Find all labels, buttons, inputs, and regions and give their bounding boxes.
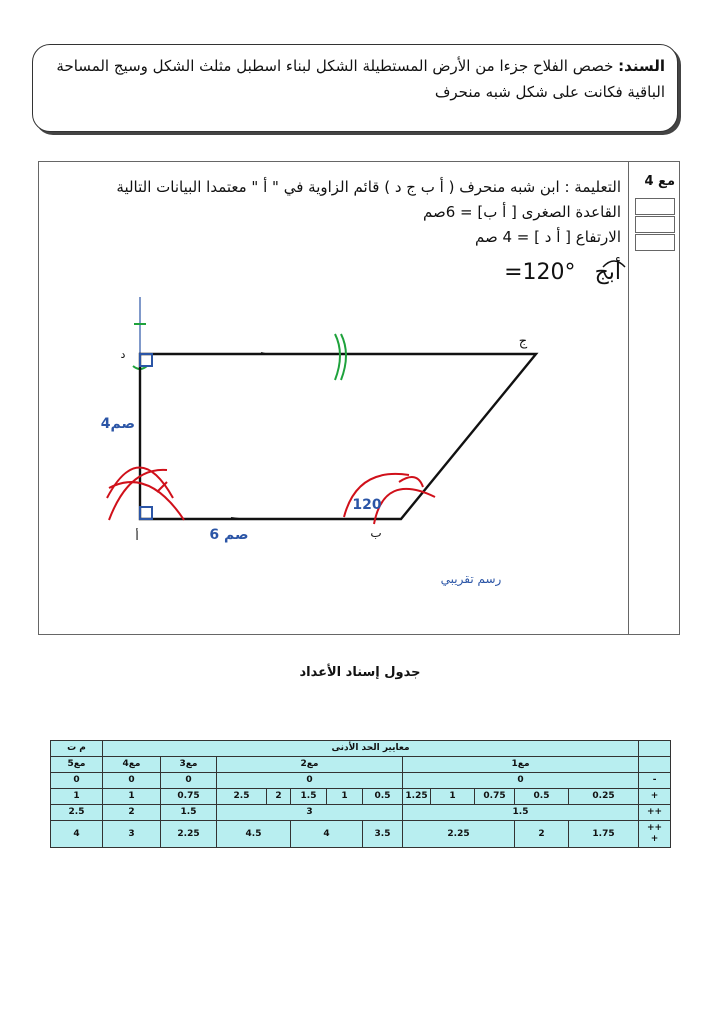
criteria-2: مع2 — [217, 757, 403, 773]
table-row — [51, 773, 671, 789]
instruction-text: التعليمة : ابن شبه منحرف ( أ ب ج د ) قائم الزاوية في " أ " معتمدا البيانات التالية — [116, 178, 621, 196]
table-cell — [639, 741, 671, 757]
level-symbol: ++ — [639, 805, 671, 821]
vertex-b-label: ب — [370, 526, 382, 540]
table-cell — [639, 757, 671, 773]
criteria-label: مع 4 — [644, 174, 675, 189]
table-cell: 2.25 — [403, 821, 515, 848]
sanad-text — [45, 53, 665, 105]
level-symbol: ++ + — [639, 821, 671, 848]
right-angle-marker-d — [140, 354, 152, 366]
ad-length-label: 4صم — [100, 416, 135, 432]
criteria-3: مع3 — [161, 757, 217, 773]
vertex-c-label: ج — [518, 334, 528, 349]
table-cell: 0 — [161, 773, 217, 789]
table-cell: 0.25 — [569, 789, 639, 805]
table-cell: 0.75 — [475, 789, 515, 805]
task-box — [38, 161, 680, 635]
height-data: الارتفاع [ أ د ] = 4 صم — [474, 228, 621, 246]
compass-mark — [341, 334, 346, 380]
table-cell: 4 — [51, 821, 103, 848]
criteria-column — [628, 162, 679, 634]
score-box — [635, 216, 675, 233]
table-cell: 4.5 — [217, 821, 291, 848]
table-cell: 1.25 — [403, 789, 431, 805]
compass-mark — [335, 334, 340, 380]
right-angle-marker-a — [140, 507, 152, 519]
criteria-header: معايير الحد الأدنى — [103, 741, 639, 757]
criteria-5: مع5 — [51, 757, 103, 773]
table-cell: 0.75 — [161, 789, 217, 805]
trapezoid-shape — [140, 354, 536, 519]
sanad-box — [32, 44, 678, 132]
sanad-label: السند: — [618, 57, 665, 75]
table-header-row — [51, 741, 671, 757]
ab-length-label: 6 صم — [209, 527, 249, 543]
level-symbol: - — [639, 773, 671, 789]
table-cell: 0 — [217, 773, 403, 789]
figure-caption: رسم تقريبي — [440, 572, 502, 586]
table-cell: 2 — [103, 805, 161, 821]
angle-hat-icon — [601, 258, 627, 268]
table-cell: 2 — [515, 821, 569, 848]
score-box — [635, 198, 675, 215]
table-cell: 1.5 — [403, 805, 639, 821]
table-cell: 2 — [267, 789, 291, 805]
table-cell: 2.5 — [217, 789, 267, 805]
table-cell: 1 — [51, 789, 103, 805]
angle-value: =120° — [504, 260, 576, 285]
table-row — [51, 821, 671, 848]
table-row — [51, 805, 671, 821]
table-cell: 1 — [431, 789, 475, 805]
criteria-row — [51, 757, 671, 773]
table-cell: 0.5 — [363, 789, 403, 805]
table-cell: 4 — [291, 821, 363, 848]
table-cell: 3 — [217, 805, 403, 821]
score-box — [635, 234, 675, 251]
vertex-a-label: أ — [135, 529, 139, 543]
table-cell: 2.25 — [161, 821, 217, 848]
angle-name-wrap — [595, 260, 621, 285]
table-cell: 2.5 — [51, 805, 103, 821]
tick-mark — [261, 353, 265, 354]
table-cell: 1.5 — [161, 805, 217, 821]
construction-arc — [109, 482, 184, 520]
sanad-body: خصص الفلاح جزءا من الأرض المستطيلة الشكل لبناء اسطبل مثلث الشكل وسيج المساحة الباقية فكانت على شكل شبه منحرف — [56, 57, 665, 101]
table-cell: 3 — [103, 821, 161, 848]
mt-header: م ت — [51, 741, 103, 757]
angle-name: أبج — [594, 260, 621, 285]
table-cell: 0 — [403, 773, 639, 789]
criteria-4: مع4 — [103, 757, 161, 773]
table-row — [51, 789, 671, 805]
grading-table — [50, 740, 671, 848]
table-cell: 0 — [51, 773, 103, 789]
table-cell: 0.5 — [515, 789, 569, 805]
criteria-1: مع1 — [403, 757, 639, 773]
base-data: القاعدة الصغرى [ أ ب] = 6صم — [422, 203, 621, 221]
angle-data — [504, 260, 621, 285]
table-cell: 1 — [103, 789, 161, 805]
construction-arc — [399, 477, 423, 487]
tick-mark — [231, 518, 239, 519]
trapezoid-figure — [39, 292, 619, 632]
table-cell: 0 — [103, 773, 161, 789]
table-cell: 1.5 — [291, 789, 327, 805]
vertex-d-label: د — [120, 348, 126, 361]
table-cell: 3.5 — [363, 821, 403, 848]
table-cell: 1.75 — [569, 821, 639, 848]
level-symbol: + — [639, 789, 671, 805]
table-title: جدول إسناد الأعداد — [299, 665, 421, 680]
angle-b-label: 120 — [352, 497, 382, 513]
table-cell: 1 — [327, 789, 363, 805]
